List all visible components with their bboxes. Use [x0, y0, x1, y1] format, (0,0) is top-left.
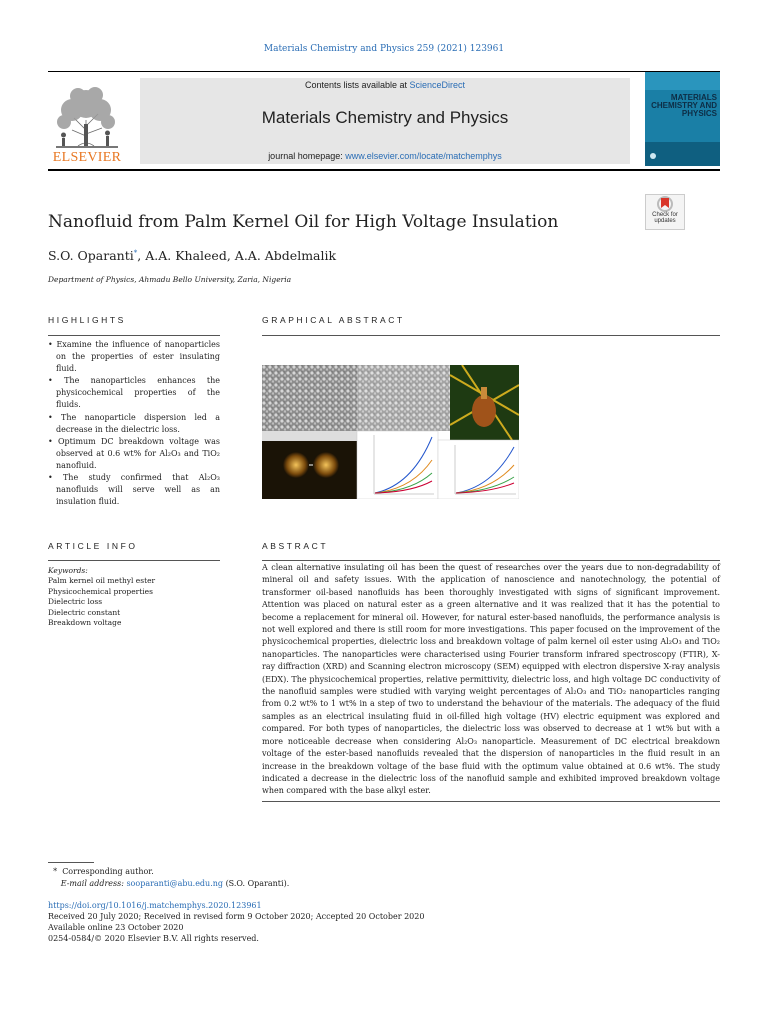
keyword-item: Breakdown voltage: [48, 618, 122, 627]
highlights-list: [48, 339, 220, 508]
corresponding-author-mark[interactable]: *: [133, 248, 138, 257]
highlight-item: • The study confirmed that Al₂O₃ nanofluids will serve well as an insulation fluid.: [48, 473, 220, 507]
affiliation: Department of Physics, Ahmadu Bello University, Zaria, Nigeria: [48, 275, 292, 284]
homepage-prefix: journal homepage:: [268, 151, 346, 161]
header-rule: [48, 71, 720, 72]
keywords-label: Keywords:: [48, 566, 88, 575]
section-rule: [48, 335, 220, 336]
email-note: [48, 878, 289, 890]
author-list: [48, 248, 336, 263]
keywords-list: [48, 576, 155, 629]
doi-link[interactable]: https://doi.org/10.1016/j.matchemphys.2020.123961: [48, 901, 262, 910]
copyright: 0254-0584/© 2020 Elsevier B.V. All rights reserved.: [48, 934, 259, 943]
author-separator: ,: [226, 248, 235, 263]
online-date: Available online 23 October 2020: [48, 923, 184, 932]
abstract-heading: ABSTRACT: [262, 541, 329, 551]
footnotes: [48, 866, 289, 889]
journal-cover-thumbnail[interactable]: [645, 72, 720, 166]
abstract-body: A clean alternative insulating oil has been the quest of researches over the years due to non-degradability of mineral oil and safety issues. With the application of nanoscience and nanotechnology, the potential of transformer oil-based nanofluids has been thoroughly investigated with signs of significant improvement. Attention was placed on natural ester as a green alternative and it was realized that it has the potential to become a replacement for mineral oil. However, for natural ester-based nanofluids, the performance analysis is not well explored and there is still room for more investigations. This paper focused on the improvement of the physicochemical properties, dielectric loss and breakdown voltage of palm kernel oil ester using Al₂O₃ and TiO₂ nanoparticles. The nanoparticles were characterised using Fourier transform infrared spectroscopy (FTIR), X-ray diffraction (XRD) and Scanning electron microscopy (SEM) equipped with electron dispersive X-ray analysis (EDX). The physicochemical properties, relative permittivity, dielectric loss, and high voltage DC conductivity of the nanofluid samples were studied with varying weight percentages of Al₂O₃ and TiO₂ nanoparticles ranging from 0.2 wt% to 1 wt% in a step of two to understand the behaviour of the materials. The adequacy of the fluid samples as an electrical insulating fluid in oil-filled high voltage (HV) electric equipment was explored and compared. For both types of nanoparticles, the dielectric loss was observed to decrease at 1 wt% but with a more noticeable decrease when considering Al₂O₃ nanoparticle. Measurement of DC electrical breakdown voltage of the ester-based nanofluids revealed that the dispersion of nanoparticles in the fluid result in an increase in the breakdown voltage of the base fluid with the optimum value obtained at 0.6 wt%. The study indicated a decrease in the dielectric loss of the nanofluid sample and exhibited improved breakdown voltage when compared with the base alkyl ester.: [262, 563, 720, 796]
section-rule: [262, 335, 720, 336]
author-name[interactable]: A.A. Khaleed: [145, 248, 227, 263]
email-link[interactable]: sooparanti@abu.edu.ng: [126, 878, 224, 888]
keyword-item: Palm kernel oil methyl ester: [48, 576, 156, 585]
journal-title: Materials Chemistry and Physics: [261, 108, 509, 127]
footnote-rule: [48, 862, 94, 863]
header-rule-thick: [48, 169, 720, 171]
author-name[interactable]: S.O. Oparanti: [48, 248, 134, 263]
breakdown-test-cell-photo: [262, 441, 357, 499]
email-owner: (S.O. Oparanti).: [225, 878, 290, 888]
keyword-item: Physicochemical properties: [48, 586, 153, 596]
journal-citation[interactable]: Materials Chemistry and Physics 259 (2021) 123961: [263, 44, 505, 54]
sem-micrograph-1: [262, 365, 357, 431]
received-dates: Received 20 July 2020; Received in revised form 9 October 2020; Accepted 20 October 2020: [48, 912, 425, 921]
check-for-updates-label: Check for updates: [652, 212, 678, 224]
email-label: E-mail address:: [60, 878, 124, 888]
sem-micrograph-2: [357, 365, 450, 431]
sciencedirect-link[interactable]: ScienceDirect: [409, 80, 466, 90]
journal-homepage: [140, 151, 630, 161]
section-rule: [48, 560, 220, 561]
highlight-item: • Examine the influence of nanoparticles on the properties of ester insulating fluid.: [48, 340, 221, 374]
contents-availability: [140, 80, 630, 90]
elsevier-wordmark: ELSEVIER: [52, 150, 122, 165]
highlights-heading: HIGHLIGHTS: [48, 315, 126, 325]
keyword-item: Dielectric constant: [48, 607, 121, 617]
cover-graphic: [645, 72, 720, 166]
conductivity-plot-1: [357, 431, 438, 499]
graphical-abstract-image[interactable]: [262, 365, 519, 499]
contents-prefix: Contents lists available at: [304, 80, 410, 90]
highlight-item: • The nanoparticles enhances the physicochemical properties of the fluids.: [48, 376, 220, 410]
section-rule: [262, 560, 720, 561]
graphical-abstract-heading: GRAPHICAL ABSTRACT: [262, 315, 405, 325]
article-info-heading: ARTICLE INFO: [48, 541, 138, 551]
highlight-item: • Optimum DC breakdown voltage was observed at 0.6 wt% for Al₂O₃ and TiO₂ nanofluid.: [48, 436, 220, 470]
section-rule: [262, 801, 720, 802]
homepage-link[interactable]: www.elsevier.com/locate/matchemphys: [345, 151, 502, 161]
article-metadata: [48, 900, 424, 944]
keyword-item: Dielectric loss: [48, 597, 103, 606]
cover-title: MATERIALS CHEMISTRY AND PHYSICS: [651, 93, 717, 118]
highlight-item: • The nanoparticle dispersion led a decrease in the dielectric loss.: [48, 412, 220, 434]
article-title: Nanofluid from Palm Kernel Oil for High Voltage Insulation: [48, 212, 559, 232]
corresponding-author-note: * Corresponding author.: [53, 867, 154, 876]
author-name[interactable]: A.A. Abdelmalik: [234, 248, 337, 263]
author-separator: ,: [137, 248, 146, 263]
